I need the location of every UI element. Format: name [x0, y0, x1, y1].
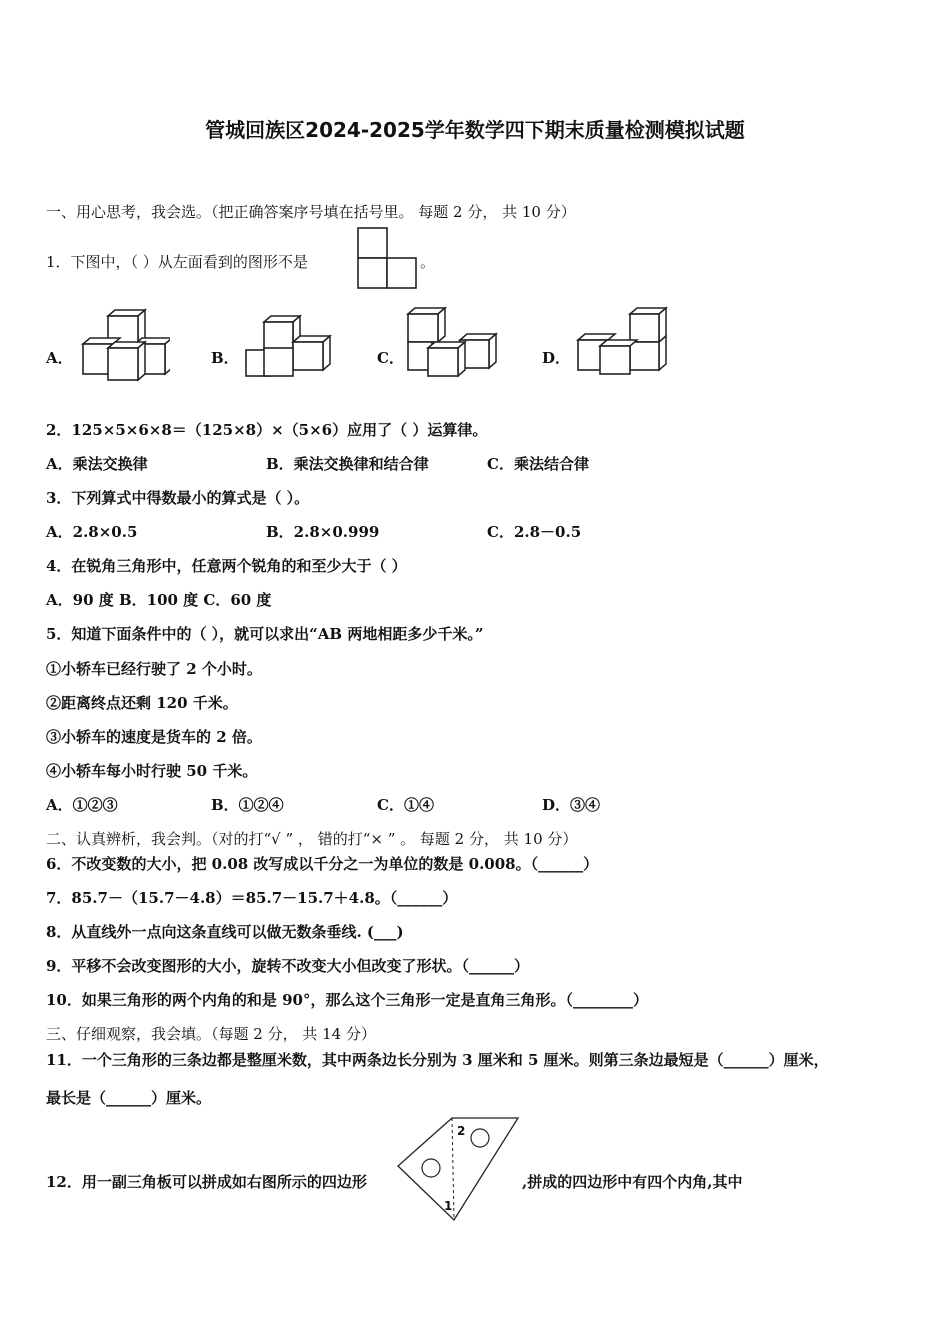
question-1	[46, 252, 308, 272]
question-1-left-view-figure	[356, 226, 418, 290]
q1-option-c-cubes	[404, 306, 498, 378]
question-12-continuation: ,拼成的四边形中有四个内角,其中	[522, 1173, 743, 1191]
angle-label-1: 1	[444, 1199, 453, 1213]
question-10: 10．如果三角形的两个内角的和是 90°，那么这个三角形一定是直角三角形。（________）	[46, 991, 648, 1009]
q1-option-a-cubes	[78, 308, 170, 382]
q3-option-a[interactable]: A．2.8×0.5	[46, 523, 138, 541]
q3-option-b[interactable]: B．2.8×0.999	[266, 523, 380, 541]
q1-option-b-cubes	[242, 314, 336, 378]
question-5: 5．知道下面条件中的（ ），就可以求出“AB 两地相距多少千米。”	[46, 625, 484, 643]
q5-condition-3: ③小轿车的速度是货车的 2 倍。	[46, 728, 262, 746]
section-3-heading: 三、仔细观察，我会填。（每题 2 分， 共 14 分）	[46, 1025, 376, 1043]
q1-option-c[interactable]: C．	[377, 349, 404, 367]
q5-condition-1: ①小轿车已经行驶了 2 个小时。	[46, 660, 262, 678]
question-1-text: 1．下图中，（ ）从左面看到的图形不是	[46, 253, 308, 271]
question-1-text-end: 。	[420, 253, 436, 271]
q1-option-d[interactable]: D．	[542, 349, 571, 367]
q5-condition-4: ④小轿车每小时行驶 50 千米。	[46, 762, 258, 780]
q5-option-a[interactable]: A．①②③	[46, 796, 118, 814]
section-2-heading: 二、认真辨析，我会判。（对的打“√ ” ， 错的打“× ” 。 每题 2 分， 共 10 分）	[46, 830, 578, 848]
question-2: 2．125×5×6×8＝（125×8）×（5×6）应用了（ ）运算律。	[46, 421, 488, 439]
question-7: 7．85.7－（15.7－4.8）＝85.7－15.7＋4.8。（______）	[46, 889, 458, 907]
q5-condition-2: ②距离终点还剩 120 千米。	[46, 694, 238, 712]
angle-label-2: 2	[457, 1124, 466, 1138]
q3-option-c[interactable]: C．2.8－0.5	[487, 523, 582, 541]
q2-option-a[interactable]: A．乘法交换律	[46, 455, 148, 473]
question-11-line-2: 最长是（______）厘米。	[46, 1089, 212, 1107]
q5-option-b[interactable]: B．①②④	[211, 796, 284, 814]
page-title: 管城回族区2024-2025学年数学四下期末质量检测模拟试题	[205, 118, 745, 142]
question-12-quadrilateral-figure	[396, 1114, 522, 1224]
q1-option-b[interactable]: B．	[211, 349, 239, 367]
section-1-heading: 一、用心思考，我会选。（把正确答案序号填在括号里。 每题 2 分， 共 10 分）	[46, 203, 576, 221]
question-9: 9．平移不会改变图形的大小，旋转不改变大小但改变了形状。（______）	[46, 957, 529, 975]
question-4: 4．在锐角三角形中，任意两个锐角的和至少大于（ ）	[46, 557, 407, 575]
q5-option-c[interactable]: C．①④	[377, 796, 434, 814]
q4-options[interactable]: A．90 度 B．100 度 C．60 度	[46, 591, 272, 609]
question-8: 8．从直线外一点向这条直线可以做无数条垂线. (___)	[46, 923, 404, 941]
question-6: 6．不改变数的大小，把 0.08 改写成以千分之一为单位的数是 0.008。（______）	[46, 855, 599, 873]
question-11-line-1: 11．一个三角形的三条边都是整厘米数，其中两条边长分别为 3 厘米和 5 厘米。则第三条边最短是（______）厘米，	[46, 1051, 829, 1069]
q1-option-d-cubes	[574, 306, 668, 378]
question-3: 3．下列算式中得数最小的算式是（ ）。	[46, 489, 310, 507]
q1-option-a[interactable]: A．	[46, 349, 73, 367]
question-12: 12．用一副三角板可以拼成如右图所示的四边形	[46, 1173, 367, 1191]
q2-option-c[interactable]: C．乘法结合律	[487, 455, 589, 473]
q2-option-b[interactable]: B．乘法交换律和结合律	[266, 455, 429, 473]
q5-option-d[interactable]: D．③④	[542, 796, 601, 814]
